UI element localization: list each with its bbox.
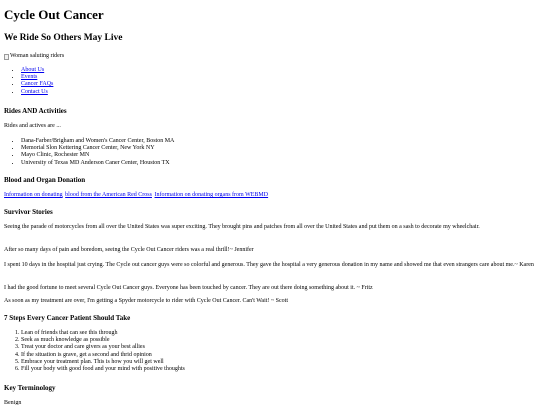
donation-info-link[interactable]: Information on donating <box>4 192 63 198</box>
steps-heading: 7 Steps Every Cancer Patient Should Take <box>4 314 131 322</box>
red-cross-link[interactable]: blood from the American Red Cross <box>65 192 152 198</box>
nav-link-events[interactable]: Events <box>21 74 38 81</box>
list-item: 6. Fill your body with good food and your mind with positive thoughts <box>21 366 534 373</box>
terminology-heading: Key Terminology <box>4 384 56 392</box>
broken-image-icon <box>4 54 9 60</box>
tagline: We Ride So Others May Live <box>4 33 123 43</box>
nav-item-events <box>21 74 534 81</box>
donation-links <box>4 192 534 200</box>
story-text: As soon as my treatment are over, I'm getting a Spyder motorcycle to rider with Cycle Out Cancer. Can't Wait! ~ Scott <box>4 298 289 304</box>
nav-link-about[interactable]: About Us <box>21 67 45 73</box>
list-item: • Dana-Farber/Brigham and Women's Cancer Center, Boston MA <box>21 138 534 145</box>
story-text: After so many days of pain and boredom, seeing the Cycle Out Cancer riders was a real thrill!~ Jennifer <box>4 247 254 253</box>
nav-link-contact[interactable]: Contact Us <box>21 88 48 95</box>
list-item: 4. If the situation is grave, get a second and thrid opinion <box>21 352 534 359</box>
site-title: Cycle Out Cancer <box>4 7 104 22</box>
steps-list <box>4 330 534 373</box>
hero-image <box>4 53 534 60</box>
list-item: • University of Texas MD Anderson Caner Center, Houston TX <box>21 160 534 167</box>
story-text: Seeing the parade of motorcycles from all over the United States was super exciting. They brought pins and patches from all over the United States and put them on a sash to decorate my wheelchair. <box>4 224 480 230</box>
donation-heading: Blood and Organ Donation <box>4 176 86 184</box>
main-nav <box>4 67 534 96</box>
stories-heading: Survivor Stories <box>4 208 53 216</box>
rides-heading: Rides AND Activities <box>4 107 67 115</box>
hero-image-alt-text: Woman saluting riders <box>10 53 65 59</box>
organ-donation-link[interactable]: Information on donating organs from WEBMD <box>154 192 269 198</box>
nav-link-faqs[interactable]: Cancer FAQs <box>21 81 54 88</box>
story-text: I spent 10 days in the hospital just crying. The Cycle out cancer guys were so colorful and generous. They gave the hospital a very generous donation in my name and showed me that even strangers care about me.~ Karen <box>4 262 534 268</box>
list-item: • Mayo Clinic, Rochester MN <box>21 152 534 159</box>
terminology-term: Benign <box>4 400 22 405</box>
nav-item-about <box>21 67 534 74</box>
nav-item-faqs <box>21 81 534 88</box>
list-item: 2. Seek as much knowledge as possible <box>21 337 534 344</box>
rides-location-list <box>4 138 534 167</box>
nav-item-contact <box>21 89 534 96</box>
rides-intro: Rides and actives are ... <box>4 123 61 129</box>
list-item: 3. Treat your doctor and care givers as your best allies <box>21 344 534 351</box>
story-text: I had the good fortune to meet several Cycle Out Cancer guys. Everyone has been touched by cancer. They are out there doing something about it. ~ Fritz <box>4 285 373 291</box>
list-item: 5. Embrace your treatment plan. This is how you will get well <box>21 359 534 366</box>
list-item: 1. Lean of friends that can see this through <box>21 330 534 337</box>
list-item: • Memorial Slon Kettering Cancer Center, New York NY <box>21 145 534 152</box>
